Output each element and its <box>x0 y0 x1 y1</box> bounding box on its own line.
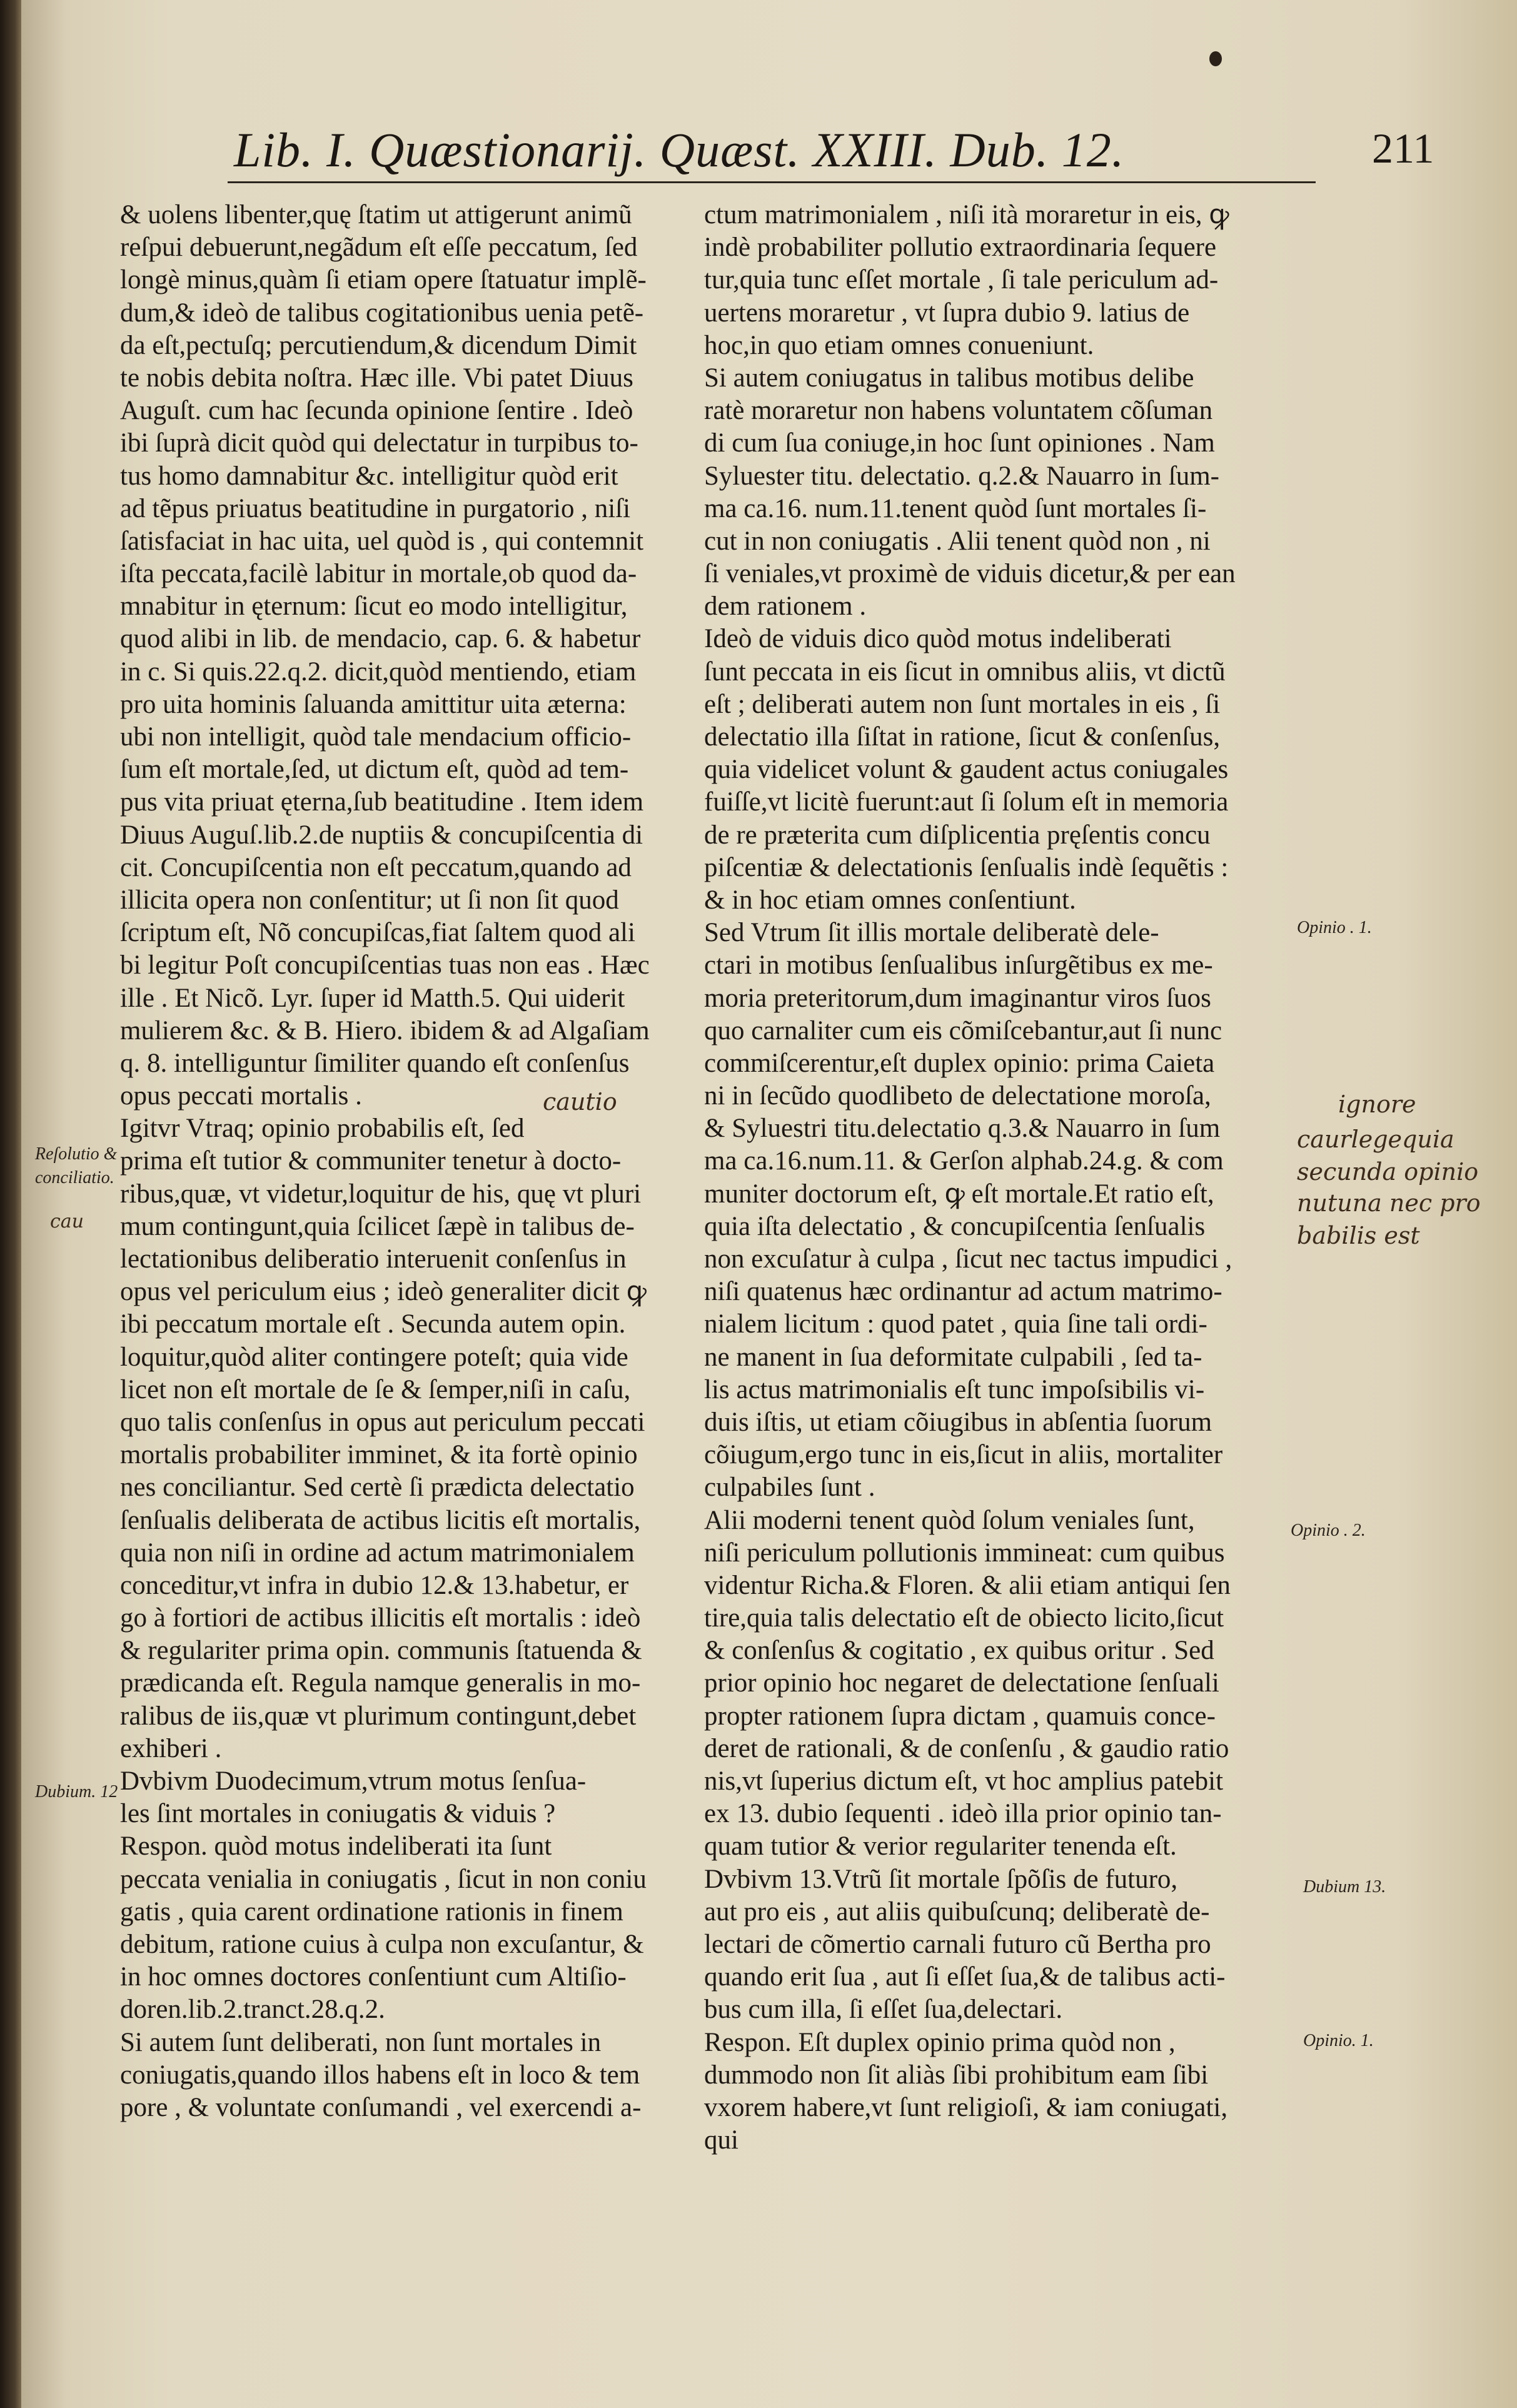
text-line: Syluester titu. delectatio. q.2.& Nauarro in ſum- <box>704 461 1219 491</box>
handwritten-note-line-4: nutuna nec pro <box>1297 1189 1481 1217</box>
text-line: mortalis probabiliter imminet, & ita fortè opinio <box>120 1440 638 1470</box>
text-line: eſt ; deliberati autem non ſunt mortales in eis , ſi <box>704 689 1221 719</box>
handwritten-note-line-5: babilis est <box>1297 1222 1420 1249</box>
text-line: ribus,quæ, vt videtur,loquitur de his, quę vt pluri <box>120 1179 642 1209</box>
text-line: piſcentiæ & delectationis ſenſualis indè ſequẽtis : <box>704 852 1229 882</box>
text-line: in c. Si quis.22.q.2. dicit,quòd mentiendo, etiam <box>120 657 637 687</box>
text-line: ſatisfaciat in hac uita, uel quòd is , qui contemnit <box>120 526 644 556</box>
text-line: dum,& ideò de talibus cogitationibus uenia petẽ- <box>120 298 644 328</box>
text-line: ſunt peccata in eis ſicut in omnibus aliis, vt dictũ <box>704 657 1226 687</box>
text-line: pore , & voluntate conſumandi , vel exercendi a- <box>120 2092 642 2122</box>
margin-note-dubium-13: Dubium 13. <box>1303 1877 1386 1897</box>
text-line: & regulariter prima opin. communis ſtatuenda & <box>120 1636 642 1666</box>
text-line: videntur Richa.& Floren. & alii etiam antiqui ſen <box>704 1570 1231 1600</box>
text-line: quia videlicet volunt & gaudent actus coniugales <box>704 755 1229 785</box>
text-line: da eſt,pectuſq; percutiendum,& dicendum Dimit <box>120 330 637 360</box>
text-line: ctum matrimonialem , niſi ità moraretur in eis, ꝙ <box>704 200 1229 229</box>
text-line: quia non niſi in ordine ad actum matrimonialem <box>120 1538 635 1568</box>
text-line: Respon. quòd motus indeliberati ita ſunt <box>120 1831 552 1861</box>
text-line: quando erit ſua , aut ſi eſſet ſua,& de talibus acti- <box>704 1962 1226 1992</box>
header-rule <box>228 181 1316 183</box>
text-line: loquitur,quòd aliter contingere poteſt; quia vide <box>120 1342 628 1372</box>
text-line: lectationibus deliberatio interuenit conſenſus in <box>120 1244 627 1274</box>
text-line: opus vel periculum eius ; ideò generaliter dicit ꝙ <box>120 1277 647 1307</box>
text-line: ralibus de iis,quæ vt plurimum contingunt,debet <box>120 1701 637 1731</box>
handwritten-note-line-1: ignore <box>1338 1091 1416 1118</box>
text-line: Alii moderni tenent quòd ſolum veniales ſunt, <box>704 1505 1195 1535</box>
text-line: coniugatis,quando illos habens eſt in loco & tem <box>120 2060 640 2090</box>
text-line: fuiſſe,vt licitè fuerunt:aut ſi ſolum eſt in memoria <box>704 787 1229 817</box>
text-line: cõiugum,ergo tunc in eis,ſicut in aliis, mortaliter <box>704 1440 1223 1470</box>
text-line: quod alibi in lib. de mendacio, cap. 6. & habetur <box>120 624 641 654</box>
margin-note-resolutio: Reſolutio & <box>35 1144 118 1164</box>
left-text-column <box>120 199 670 2124</box>
text-line: go à fortiori de actibus illicitis eſt mortalis : ideò <box>120 1603 641 1633</box>
text-line: ratè moraretur non habens voluntatem cõſuman <box>704 396 1213 426</box>
text-line: quo talis conſenſus in opus aut periculum peccati <box>120 1407 645 1437</box>
text-line: indè probabiliter pollutio extraordinaria ſequere <box>704 233 1217 263</box>
text-line: Respon. Eſt duplex opinio prima quòd non , <box>704 2027 1176 2057</box>
text-line: nis,vt ſuperius dictum eſt, vt hoc amplius patebit <box>704 1766 1224 1796</box>
text-line: ctari in motibus ſenſualibus inſurgẽtibus ex me- <box>704 950 1213 980</box>
text-line: ne manent in ſua deformitate culpabili , ſed ta- <box>704 1342 1202 1372</box>
text-line: ſcriptum eſt, Nõ concupiſcas,fiat ſaltem quod ali <box>120 918 635 948</box>
text-line: te nobis debita noſtra. Hæc ille. Vbi patet Diuus <box>120 363 633 393</box>
book-binding-gutter <box>0 0 21 2408</box>
text-line: doren.lib.2.tranct.28.q.2. <box>120 1995 385 2025</box>
text-line: reſpui debuerunt,negãdum eſt eſſe peccatum, ſed <box>120 233 638 263</box>
text-line: lectari de cõmertio carnali futuro cũ Bertha pro <box>704 1929 1211 1959</box>
text-line: hoc,in quo etiam omnes conueniunt. <box>704 330 1094 360</box>
text-line: pus vita priuat ęterna,ſub beatitudine . Item idem <box>120 787 644 817</box>
margin-note-dubium-12: Dubium. 12 <box>35 1782 118 1801</box>
text-line: gatis , quia carent ordinatione rationis in finem <box>120 1897 623 1927</box>
text-line: moria preteritorum,dum imaginantur viros ſuos <box>704 983 1211 1013</box>
text-line: iſta peccata,facilè labitur in mortale,ob quod da- <box>120 559 637 589</box>
text-line: bi legitur Poſt concupiſcentias tuas non eas . Hæc <box>120 950 650 980</box>
text-line: Si autem coniugatus in talibus motibus delibe <box>704 363 1194 393</box>
text-line: conceditur,vt infra in dubio 12.& 13.habetur, er <box>120 1570 629 1600</box>
text-line: niſi periculum pollutionis immineat: cum quibus <box>704 1538 1225 1568</box>
ink-blot <box>1209 51 1222 66</box>
text-line: Dvbivm Duodecimum,vtrum motus ſenſua- <box>120 1766 587 1796</box>
text-line: culpabiles ſunt . <box>704 1473 875 1503</box>
text-line: illicita opera non conſentitur; ut ſi non ſit quod <box>120 885 619 915</box>
text-line: tire,quia talis delectatio eſt de obiecto licito,ſicut <box>704 1603 1224 1633</box>
text-line: opus peccati mortalis . <box>120 1081 362 1111</box>
text-line: & uolens libenter,quę ſtatim ut attigerunt animũ <box>120 200 632 229</box>
text-line: ubi non intelligit, quòd tale mendacium officio- <box>120 722 632 752</box>
text-line: licet non eſt mortale de ſe & ſemper,niſi in caſu, <box>120 1374 631 1404</box>
text-line: ſi veniales,vt proximè de viduis dicetur,& per ean <box>704 559 1236 589</box>
handwritten-note-line-2: caurlegequia <box>1297 1126 1454 1153</box>
text-line: Dvbivm 13.Vtrũ ſit mortale ſpõſis de futuro, <box>704 1864 1178 1894</box>
text-line: niſi quatenus hæc ordinantur ad actum matrimo- <box>704 1277 1222 1307</box>
folio-number: 211 <box>1372 124 1434 172</box>
text-line: exhiberi . <box>120 1733 222 1763</box>
text-line: commiſcerentur,eſt duplex opinio: prima Caieta <box>704 1048 1215 1078</box>
text-line: Igitvr Vtraq; opinio probabilis eſt, ſed <box>120 1114 525 1144</box>
text-line: peccata venialia in coniugatis , ſicut in non coniu <box>120 1864 647 1894</box>
text-line: ille . Et Nicõ. Lyr. ſuper id Matth.5. Qui uiderit <box>120 983 625 1013</box>
text-line: ex 13. dubio ſequenti . ideò illa prior opinio tan- <box>704 1799 1222 1829</box>
text-line: cit. Concupiſcentia non eſt peccatum,quando ad <box>120 852 632 882</box>
text-line: aut pro eis , aut aliis quibuſcunq; deliberatè de- <box>704 1897 1210 1927</box>
text-line: ibi peccatum mortale eſt . Secunda autem opin. <box>120 1309 626 1339</box>
text-line: lis actus matrimonialis eſt tunc impoſsibilis vi- <box>704 1374 1205 1404</box>
text-line: non excuſatur à culpa , ſicut nec tactus impudici , <box>704 1244 1232 1274</box>
text-line: tur,quia tunc eſſet mortale , ſi tale periculum ad- <box>704 265 1219 295</box>
margin-note-opinio-1: Opinio . 1. <box>1297 918 1372 937</box>
text-line: ma ca.16. num.11.tenent quòd ſunt mortales ſi- <box>704 493 1207 523</box>
text-line: Ideò de viduis dico quòd motus indeliberati <box>704 624 1172 654</box>
text-line: bus cum illa, ſi eſſet ſua,delectari. <box>704 1995 1063 2025</box>
text-line: qui <box>704 2125 738 2155</box>
text-line: de re præterita cum diſplicentia pręſentis concu <box>704 820 1211 850</box>
text-line: ibi ſuprà dicit quòd qui delectatur in turpibus to- <box>120 428 638 458</box>
text-line: in hoc omnes doctores conſentiunt cum Altiſio- <box>120 1962 627 1992</box>
text-line: pro uita hominis ſaluanda amittitur uita æterna: <box>120 689 627 719</box>
text-line: delectatio illa ſiſtat in ratione, ſicut & conſenſus, <box>704 722 1221 752</box>
text-line: longè minus,quàm ſi etiam opere ſtatuatur implẽ- <box>120 265 647 295</box>
text-line: & Syluestri titu.delectatio q.3.& Nauarro in ſum <box>704 1114 1221 1144</box>
text-line: uertens moraretur , vt ſupra dubio 9. latius de <box>704 298 1190 328</box>
text-line: nialem licitum : quod patet , quia ſine tali ordi- <box>704 1309 1207 1339</box>
text-line: mulierem &c. & B. Hiero. ibidem & ad Algaſiam <box>120 1015 650 1045</box>
text-line: prima eſt tutior & communiter tenetur à docto- <box>120 1146 622 1176</box>
text-line: dummodo non ſit aliàs ſibi prohibitum eam ſibi <box>704 2060 1209 2090</box>
text-line: les ſint mortales in coniugatis & viduis ? <box>120 1799 556 1829</box>
text-line: Si autem ſunt deliberati, non ſunt mortales in <box>120 2027 602 2057</box>
text-line: nes conciliantur. Sed certè ſi prædicta delectatio <box>120 1473 635 1503</box>
running-head: Lib. I. Quæstionarij. Quæst. XXIII. Dub. 12. <box>234 123 1125 177</box>
text-line: Auguſt. cum hac ſecunda opinione ſentire . Ideò <box>120 396 633 426</box>
book-page <box>21 0 1517 2408</box>
handwritten-note-line-3: secunda opinio <box>1297 1158 1479 1186</box>
text-line: deret de rationali, & de conſenſu , & gaudio ratio <box>704 1733 1229 1763</box>
margin-note-conciliatio: conciliatio. <box>35 1168 114 1187</box>
handwritten-left-mark: cau <box>50 1211 84 1232</box>
text-line: dem rationem . <box>704 592 867 622</box>
text-line: q. 8. intelliguntur ſimiliter quando eſt conſenſus <box>120 1048 630 1078</box>
text-line: prædicanda eſt. Regula namque generalis in mo- <box>120 1668 641 1698</box>
text-line: duis iſtis, ut etiam cõiugibus in abſentia ſuorum <box>704 1407 1212 1437</box>
text-line: & in hoc etiam omnes conſentiunt. <box>704 885 1076 915</box>
text-line: vxorem habere,vt ſunt religioſi, & iam coniugati, <box>704 2092 1228 2122</box>
text-line: di cum ſua coniuge,in hoc ſunt opiniones . Nam <box>704 428 1215 458</box>
text-line: ad tẽpus priuatus beatitudine in purgatorio , niſi <box>120 493 631 523</box>
text-line: & conſenſus & cogitatio , ex quibus oritur . Sed <box>704 1636 1214 1666</box>
margin-note-opinio-1b: Opinio. 1. <box>1303 2031 1374 2050</box>
margin-note-opinio-2: Opinio . 2. <box>1291 1521 1366 1540</box>
text-line: ſum eſt mortale,ſed, ut dictum eſt, quòd ad tem- <box>120 755 629 785</box>
text-line: quam tutior & verior regulariter tenenda eſt. <box>704 1831 1177 1861</box>
text-line: ſenſualis deliberata de actibus licitis eſt mortalis, <box>120 1505 641 1535</box>
text-line: propter rationem ſupra dictam , quamuis conce- <box>704 1701 1216 1731</box>
handwritten-cautio: cautio <box>543 1088 617 1116</box>
text-line: cut in non coniugatis . Alii tenent quòd non , ni <box>704 526 1211 556</box>
text-line: quo carnaliter cum eis cõmiſcebantur,aut ſi nunc <box>704 1015 1222 1045</box>
text-line: ma ca.16.num.11. & Gerſon alphab.24.g. & com <box>704 1146 1224 1176</box>
text-line: mnabitur in ęternum: ſicut eo modo intelligitur, <box>120 592 628 622</box>
text-line: Diuus Auguſ.lib.2.de nuptiis & concupiſcentia di <box>120 820 643 850</box>
text-line: prior opinio hoc negaret de delectatione ſenſuali <box>704 1668 1219 1698</box>
text-line: tus homo damnabitur &c. intelligitur quòd erit <box>120 461 618 491</box>
text-line: quia iſta delectatio , & concupiſcentia ſenſualis <box>704 1211 1206 1241</box>
text-line: muniter doctorum eſt, ꝙ eſt mortale.Et ratio eſt, <box>704 1179 1214 1209</box>
text-line: mum contingunt,quia ſcilicet ſæpè in talibus de- <box>120 1211 635 1241</box>
text-line: Sed Vtrum ſit illis mortale deliberatè dele- <box>704 918 1159 948</box>
text-line: ni in ſecũdo quodlibeto de delectatione moroſa, <box>704 1081 1211 1111</box>
right-text-column <box>704 199 1254 2157</box>
text-line: debitum, ratione cuius à culpa non excuſantur, & <box>120 1929 644 1959</box>
